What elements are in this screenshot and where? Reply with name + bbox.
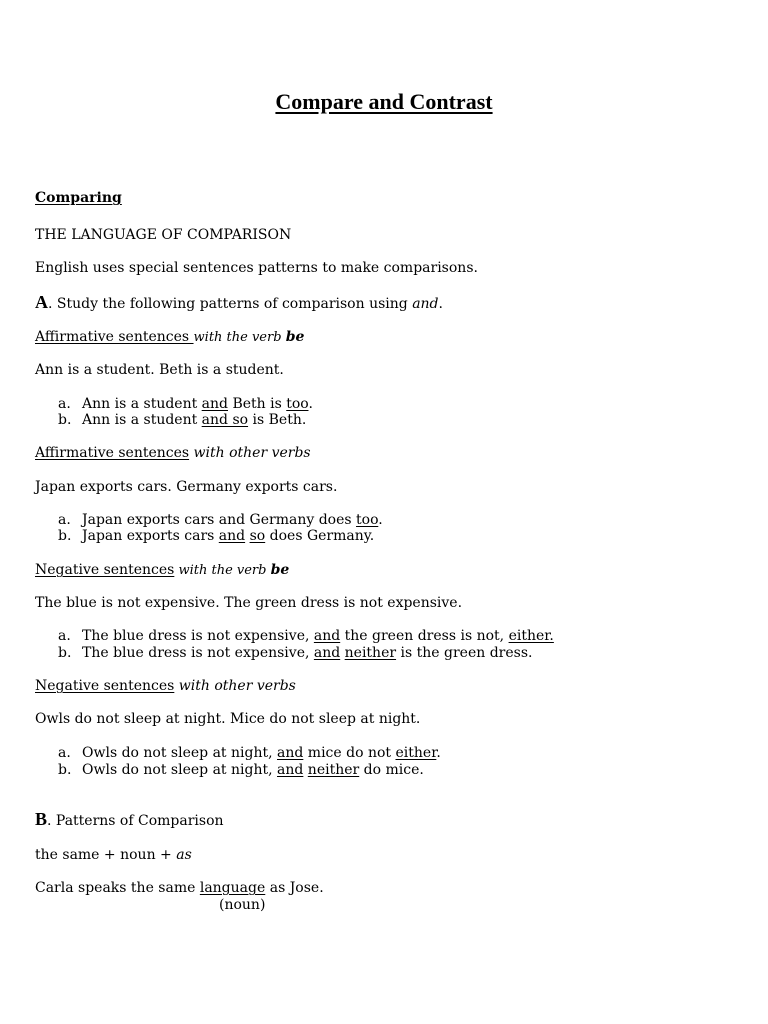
part-a-letter: A — [35, 292, 48, 312]
part-a-heading: A. Study the following patterns of comparison using and. — [35, 292, 443, 312]
list-item: a. Ann is a student and Beth is too. — [58, 396, 313, 412]
neg-be-example: The blue is not expensive. The green dress is not expensive. — [35, 595, 463, 611]
part-a-and: and — [412, 296, 439, 312]
pattern-line: the same + noun + as — [35, 847, 192, 863]
part-b-heading — [35, 811, 224, 830]
section-heading: THE LANGUAGE OF COMPARISON — [35, 227, 292, 243]
intro-text: English uses special sentences patterns to make comparisons. — [35, 260, 478, 276]
neg-other-example: Owls do not sleep at night. Mice do not sleep at night. — [35, 711, 421, 727]
neg-be-heading — [35, 562, 289, 579]
list-item: b. Japan exports cars and so does Germany. — [58, 528, 375, 544]
list-item: a. The blue dress is not expensive, and the green dress is not, either. — [58, 628, 554, 644]
neg-be-note: with the verb — [174, 563, 271, 578]
aff-other-example: Japan exports cars. Germany exports cars. — [35, 479, 338, 495]
pattern-example: Carla speaks the same language as Jose. — [35, 880, 324, 896]
neg-be-verb: be — [270, 562, 290, 578]
page-title: Compare and Contrast — [275, 89, 493, 114]
neg-other-heading — [35, 678, 296, 695]
aff-be-note: with the verb — [193, 330, 286, 345]
part-b-text: . Patterns of Comparison — [47, 813, 224, 829]
part-b-letter: B — [35, 809, 48, 829]
neg-be-label: Negative sentences — [35, 562, 175, 578]
list-item: b. Ann is a student and so is Beth. — [58, 412, 307, 428]
list-item: a. Owls do not sleep at night, and mice do not either. — [58, 745, 441, 761]
neg-other-note: with other verbs — [174, 678, 296, 694]
list-item: b. Owls do not sleep at night, and neither do mice. — [58, 762, 424, 778]
aff-be-example: Ann is a student. Beth is a student. — [35, 362, 284, 378]
aff-be-label: Affirmative sentences — [35, 329, 194, 345]
aff-other-note: with other verbs — [189, 445, 311, 461]
comparing-heading: Comparing — [35, 190, 122, 206]
aff-be-verb: be — [285, 329, 305, 345]
list-item: a. Japan exports cars and Germany does too. — [58, 512, 383, 528]
neg-other-label: Negative sentences — [35, 678, 175, 694]
noun-label: (noun) — [219, 897, 266, 913]
aff-other-heading — [35, 445, 311, 462]
aff-other-label: Affirmative sentences — [35, 445, 190, 461]
part-a-text: . Study the following patterns of comparison using — [48, 296, 413, 312]
aff-be-heading — [35, 329, 304, 346]
list-item: b. The blue dress is not expensive, and neither is the green dress. — [58, 645, 533, 661]
